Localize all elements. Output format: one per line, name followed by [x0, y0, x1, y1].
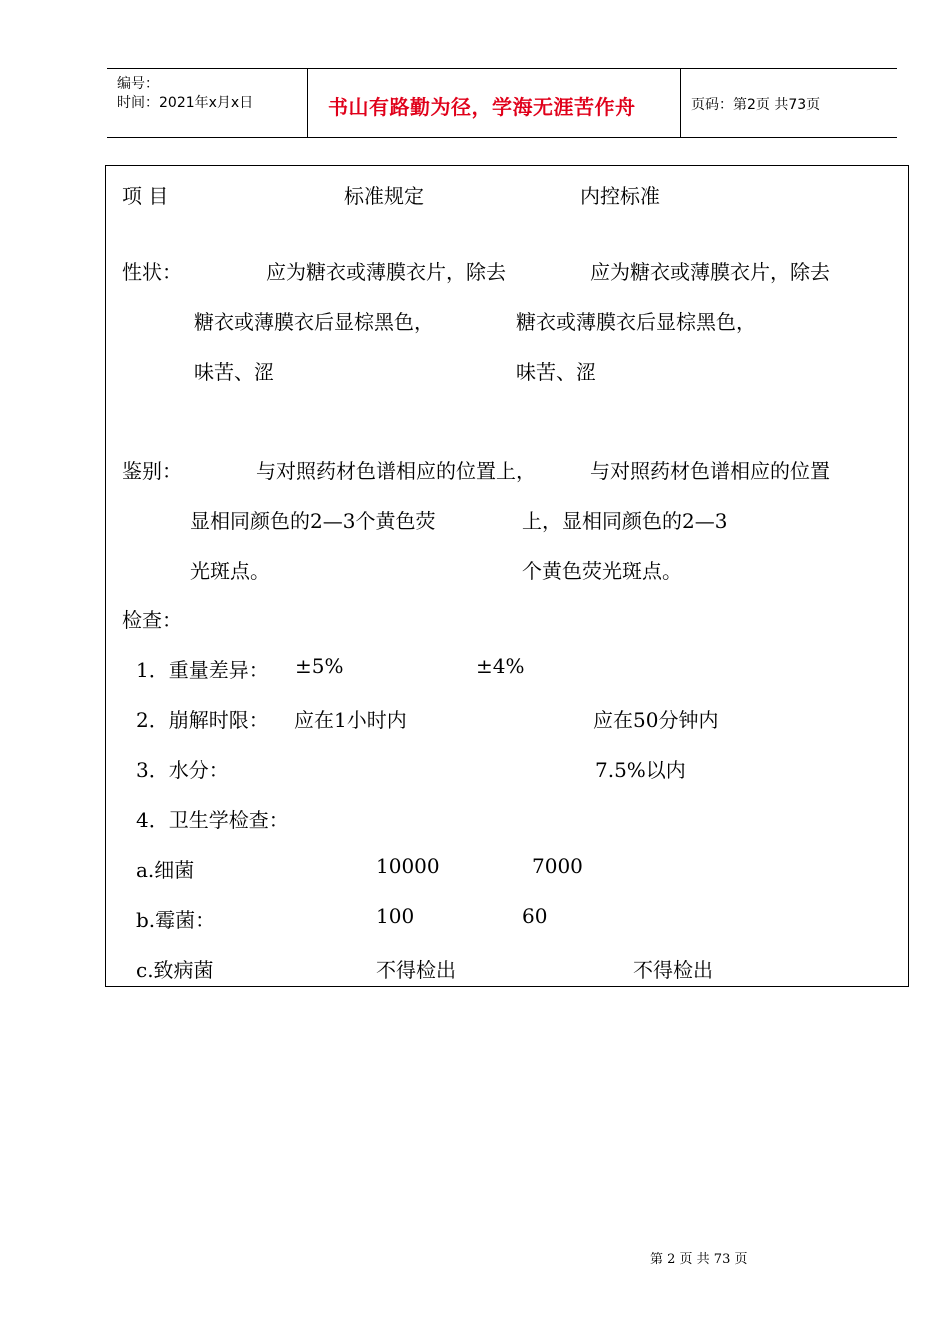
pathogen-label: c.致病菌 [136, 958, 214, 982]
identification-standard-line: 光斑点。 [190, 559, 270, 583]
code-label: 编号： [117, 76, 159, 92]
identification-standard-line: 显相同颜色的2—3个黄色荧 [190, 509, 436, 533]
col-header-item: 项 目 [122, 184, 169, 208]
disintegration-standard: 应在1小时内 [294, 708, 407, 732]
header-divider [307, 69, 308, 137]
disintegration-internal: 应在50分钟内 [593, 708, 719, 732]
identification-internal-line: 与对照药材色谱相应的位置 [590, 459, 830, 483]
identification-internal-line: 上，显相同颜色的2—3 [522, 509, 728, 533]
header-divider [680, 69, 681, 137]
moisture-internal: 7.5%以内 [595, 758, 686, 782]
page-label: 页码：第2页 共73页 [691, 97, 821, 113]
spec-table [105, 165, 909, 987]
bacteria-standard: 10000 [376, 854, 440, 878]
weight-variation-label: 1．重量差异： [136, 658, 269, 682]
weight-variation-internal: ±4% [476, 654, 525, 678]
appearance-label: 性状： [122, 260, 182, 284]
appearance-internal-line: 糖衣或薄膜衣后显棕黑色， [516, 310, 756, 334]
mold-label: b.霉菌： [136, 908, 216, 932]
identification-standard-line: 与对照药材色谱相应的位置上， [256, 459, 536, 483]
identification-internal-line: 个黄色荧光斑点。 [522, 559, 682, 583]
hygiene-label: 4．卫生学检查： [136, 808, 289, 832]
weight-variation-standard: ±5% [295, 654, 344, 678]
mold-internal: 60 [522, 904, 548, 928]
col-header-standard: 标准规定 [344, 184, 424, 208]
pathogen-standard: 不得检出 [376, 958, 456, 982]
appearance-standard-line: 糖衣或薄膜衣后显棕黑色， [194, 310, 434, 334]
pathogen-internal: 不得检出 [633, 958, 713, 982]
bacteria-internal: 7000 [532, 854, 583, 878]
bacteria-label: a.细菌 [136, 858, 195, 882]
appearance-standard-line: 味苦、涩 [194, 360, 274, 384]
document-header [107, 68, 897, 138]
inspection-label: 检查： [122, 608, 182, 632]
col-header-internal: 内控标准 [580, 184, 660, 208]
disintegration-label: 2．崩解时限： [136, 708, 269, 732]
identification-label: 鉴别： [122, 459, 182, 483]
page-footer: 第 2 页 共 73 页 [650, 1252, 748, 1267]
appearance-internal-line: 应为糖衣或薄膜衣片，除去 [590, 260, 830, 284]
appearance-standard-line: 应为糖衣或薄膜衣片，除去 [266, 260, 506, 284]
mold-standard: 100 [376, 904, 415, 928]
moisture-label: 3．水分： [136, 758, 229, 782]
motto: 书山有路勤为径，学海无涯苦作舟 [328, 95, 636, 119]
appearance-internal-line: 味苦、涩 [516, 360, 596, 384]
time-label: 时间：2021年x月x日 [117, 95, 254, 111]
